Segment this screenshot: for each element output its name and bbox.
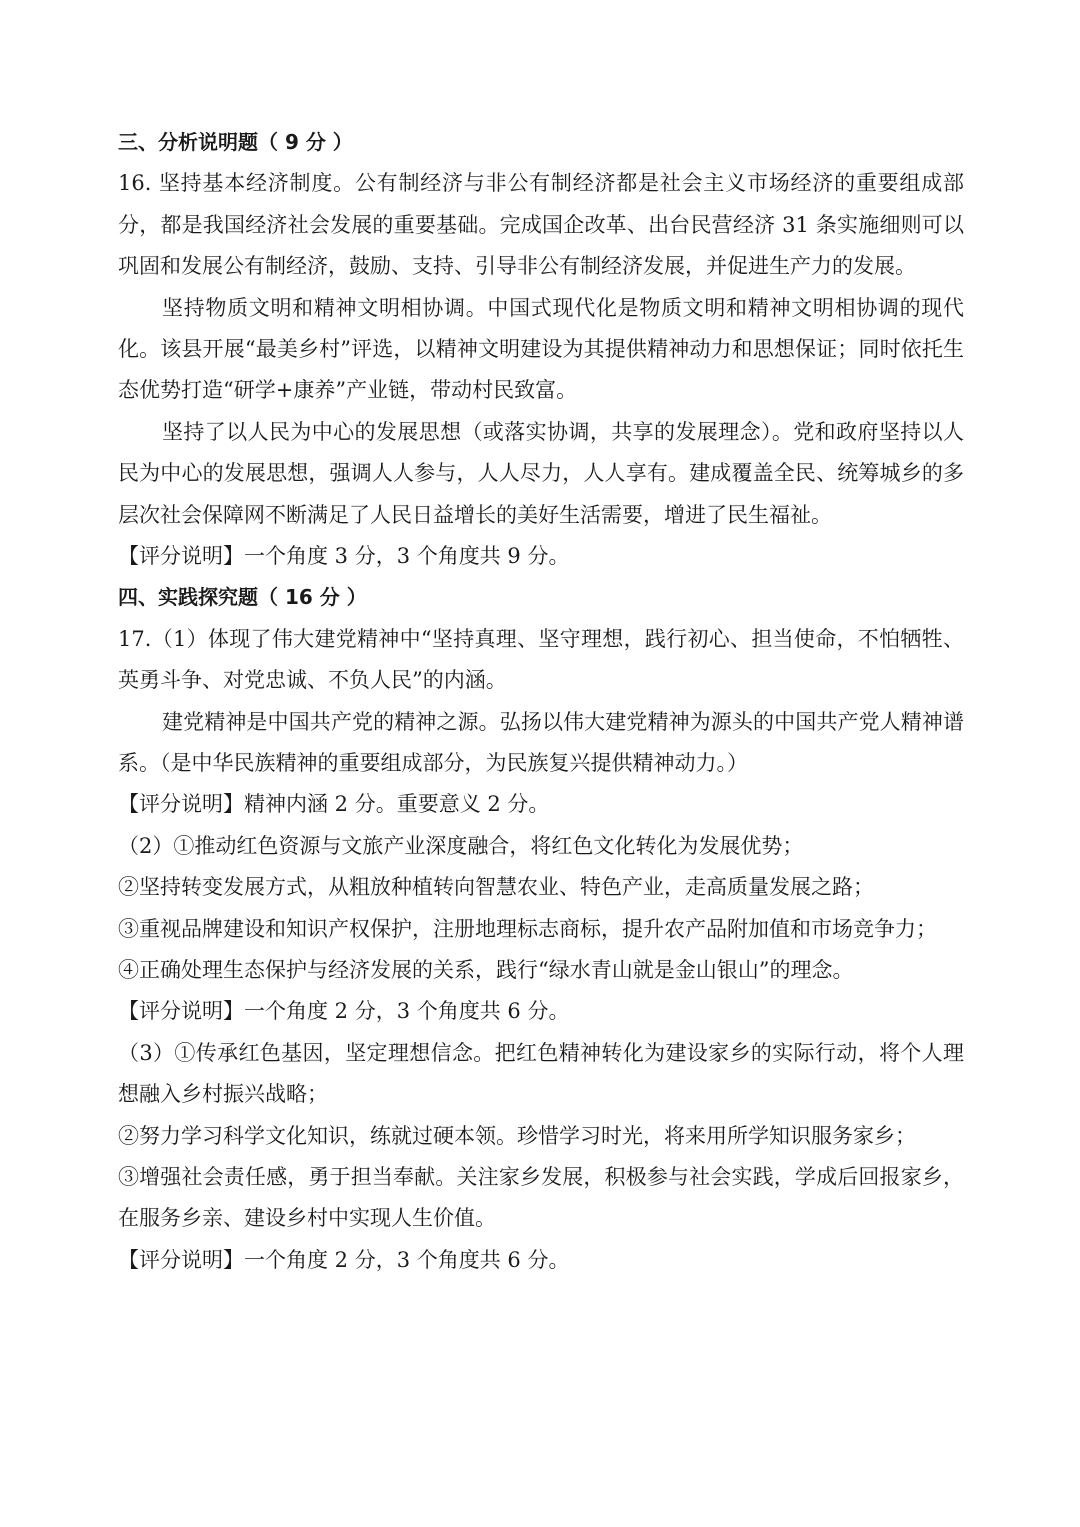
q17-3-item-2: ②努力学习科学文化知识，练就过硬本领。珍惜学习时光，将来用所学知识服务家乡； [118,1123,916,1148]
q17-3-item-3: ③增强社会责任感，勇于担当奉献。关注家乡发展，积极参与社会实践，学成后回报家乡，在服务乡亲、建设乡村中实现人生价值。 [118,1165,964,1231]
q17-2-item-3: ③重视品牌建设和知识产权保护，注册地理标志商标，提升农产品附加值和市场竞争力； [118,916,937,941]
q17-2-item-2: ②坚持转变发展方式，从粗放种植转向智慧农业、特色产业，走高质量发展之路； [118,875,874,900]
q17-3-item-1: （3）①传承红色基因，坚定理想信念。把红色精神转化为建设家乡的实际行动，将个人理想融入乡村振兴战略； [118,1040,964,1107]
q17-2-scoring-note: 【评分说明】一个角度 2 分，3 个角度共 6 分。 [118,999,570,1024]
q17-2-item-4: ④正确处理生态保护与经济发展的关系，践行“绿水青山就是金山银山”的理念。 [118,958,854,983]
q17-1-significance: 建党精神是中国共产党的精神之源。弘扬以伟大建党精神为源头的中国共产党人精神谱系。（是中华民族精神的重要组成部分，为民族复兴提供精神动力。） [118,709,964,776]
q16-answer-point-2: 坚持物质文明和精神文明相协调。中国式现代化是物质文明和精神文明相协调的现代化。该县开展“最美乡村”评选，以精神文明建设为其提供精神动力和思想保证；同时依托生态优势打造“研学+康养”产业链，带动村民致富。 [118,295,964,403]
q17-1-scoring-note: 【评分说明】精神内涵 2 分。重要意义 2 分。 [118,792,550,817]
q17-1-answer: 17.（1）体现了伟大建党精神中“坚持真理、坚守理想，践行初心、担当使命，不怕牺牲、英勇斗争、对党忠诚、不负人民”的内涵。 [118,626,964,693]
q16-answer-point-1: 16. 坚持基本经济制度。公有制经济与非公有制经济都是社会主义市场经济的重要组成部分，都是我国经济社会发展的重要基础。完成国企改革、出台民营经济 31 条实施细则可以巩固和发展公有制经济，鼓励、支持、引导非公有制经济发展，并促进生产力的发展。 [118,171,964,279]
q17-3-scoring-note: 【评分说明】一个角度 2 分，3 个角度共 6 分。 [118,1247,570,1272]
q17-2-item-1: （2）①推动红色资源与文旅产业深度融合，将红色文化转化为发展优势； [118,833,804,858]
page-content [118,122,964,1281]
section-4-heading: 四、实践探究题（ 16 分 ） [118,585,367,610]
q16-answer-point-3: 坚持了以人民为中心的发展思想（或落实协调，共享的发展理念）。党和政府坚持以人民为中心的发展思想，强调人人参与，人人尽力，人人享有。建成覆盖全民、统筹城乡的多层次社会保障网不断满足了人民日益增长的美好生活需要，增进了民生福祉。 [118,419,964,527]
section-3-heading: 三、分析说明题（ 9 分 ） [118,130,353,154]
q16-scoring-note: 【评分说明】一个角度 3 分，3 个角度共 9 分。 [118,544,570,569]
